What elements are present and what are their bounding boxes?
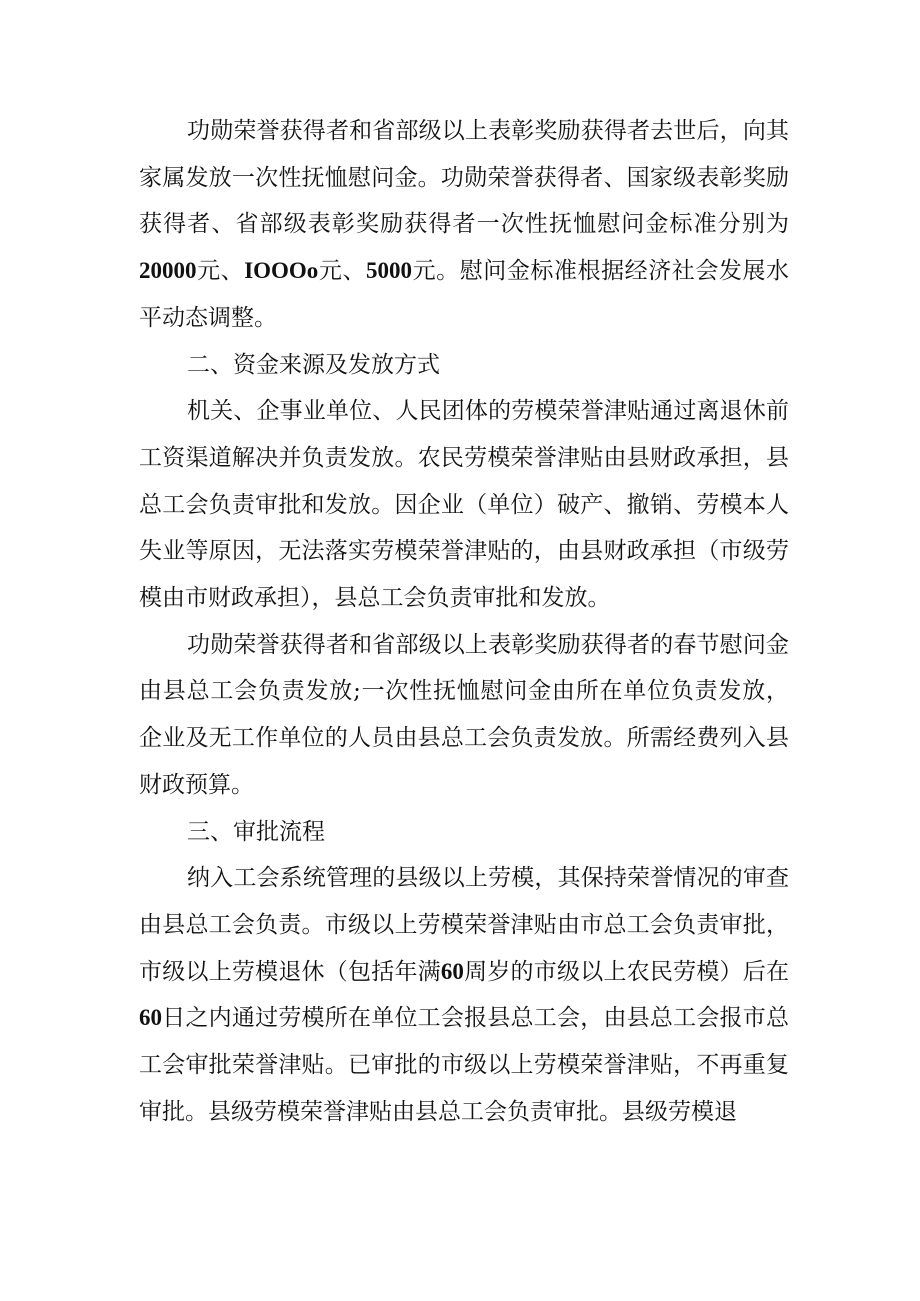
age-sixty: 60 bbox=[440, 958, 464, 984]
paragraph-text: 元。慰问金标准根据经济社会发展水平动态调整。 bbox=[139, 258, 789, 331]
days-sixty: 60 bbox=[139, 1005, 162, 1031]
paragraph-text: 日之内通过劳模所在单位工会报县总工会，由县总工会报市总工会审批荣誉津贴。已审批的市级以上劳模荣誉津贴，不再重复审批。县级劳模荣誉津贴由县总工会负责审批。县级劳模退 bbox=[139, 1005, 789, 1125]
paragraph-text: 功勋荣誉获得者和省部级以上表彰奖励获得者去世后，向其家属发放一次性抚恤慰问金。功勋荣誉获得者、国家级表彰奖励获得者、省部级表彰奖励获得者一次性抚恤慰问金标准分别为 bbox=[139, 118, 789, 238]
paragraph-approval-process bbox=[139, 855, 789, 1135]
paragraph-text: 元、 bbox=[318, 258, 366, 285]
paragraph-text: 纳入工会系统管理的县级以上劳模，其保持荣誉情况的审查由县总工会负责。市级以上劳模荣誉津贴由市总工会负责审批，市级以上劳模退休（包括年满 bbox=[139, 865, 789, 985]
amount-national: 20000 bbox=[139, 258, 197, 284]
paragraph-spring-festival-fund: 功勋荣誉获得者和省部级以上表彰奖励获得者的春节慰问金由县总工会负责发放;一次性抚恤慰问金由所在单位负责发放，企业及无工作单位的人员由县总工会负责发放。所需经费列入县财政预算。 bbox=[139, 631, 789, 798]
paragraph-text: 元、 bbox=[196, 258, 245, 285]
document-body bbox=[139, 108, 789, 1135]
section-heading-funding: 二、资金来源及发放方式 bbox=[187, 351, 440, 378]
paragraph-condolence-standard bbox=[139, 108, 789, 342]
amount-state: IOOOo bbox=[244, 258, 319, 284]
amount-provincial: 5000 bbox=[366, 258, 412, 284]
paragraph-text: 周岁的市级以上农民劳模）后在 bbox=[463, 958, 790, 985]
paragraph-allowance-channels: 机关、企事业单位、人民团体的劳模荣誉津贴通过离退休前工资渠道解决并负责发放。农民劳模荣誉津贴由县财政承担，县总工会负责审批和发放。因企业（单位）破产、撤销、劳模本人失业等原因，无法落实劳模荣誉津贴的，由县财政承担（市级劳模由市财政承担），县总工会负责审批和发放。 bbox=[139, 398, 789, 612]
section-heading-approval: 三、审批流程 bbox=[187, 818, 325, 845]
